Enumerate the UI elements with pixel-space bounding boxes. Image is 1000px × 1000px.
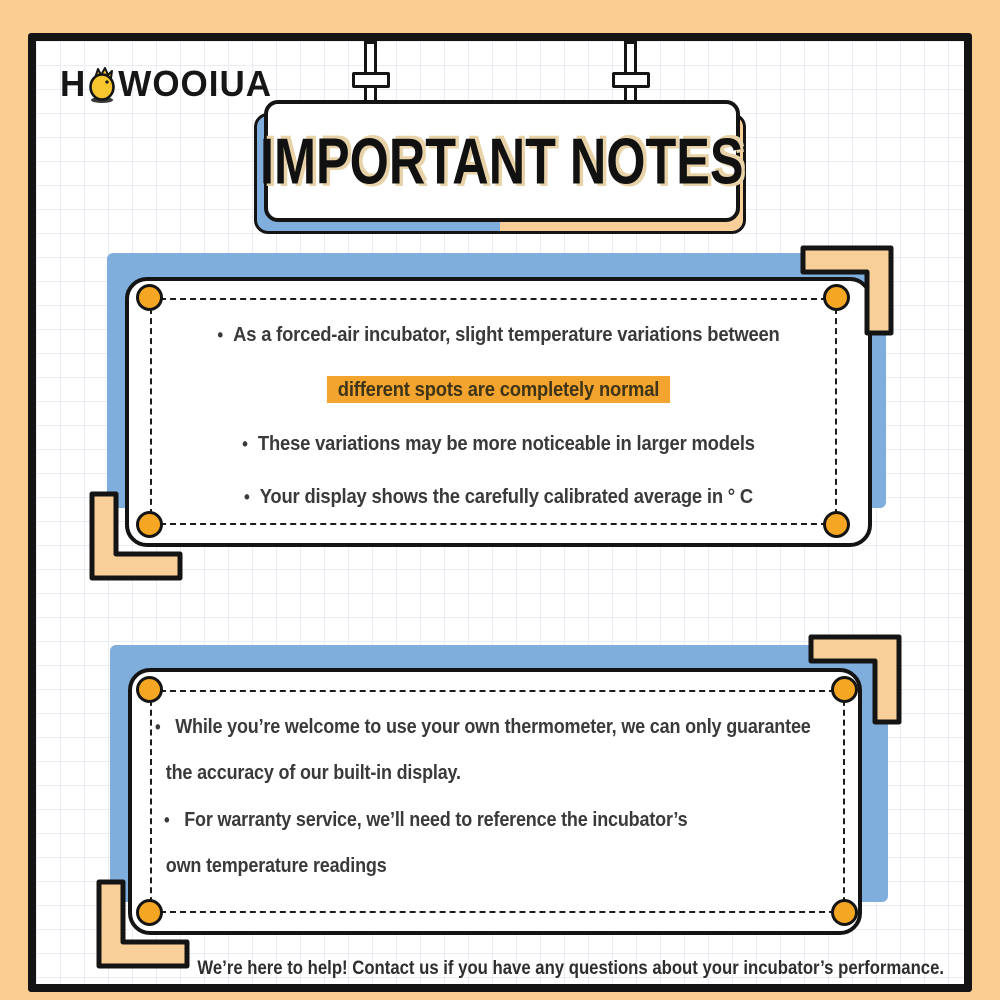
bullet-dot: •: [243, 487, 250, 507]
note1-text-1: As a forced-air incubator, slight temperature variations between: [233, 324, 780, 346]
note2-text-2: the accuracy of our built-in display.: [165, 762, 461, 784]
sign-clamp-right: [612, 72, 650, 88]
note1-line-2: [155, 376, 842, 403]
brand-name-prefix: H: [60, 64, 87, 105]
corner-bracket-bottom-left: [87, 489, 185, 588]
note2-text-4: own temperature readings: [165, 855, 387, 877]
brand-name-suffix: WOOIUA: [118, 64, 273, 105]
note2-line-4: [128, 853, 789, 880]
note2-text-1: While you’re welcome to use your own thermometer, we can only guarantee: [175, 716, 811, 738]
note2-line-2: [128, 760, 789, 787]
pin-circle: [136, 284, 163, 311]
bullet-dot: •: [155, 717, 161, 737]
note1-text-3: These variations may be more noticeable in larger models: [257, 433, 755, 455]
note1-text-4: Your display shows the carefully calibrated average in ° C: [259, 486, 754, 508]
note2-line-1: [128, 714, 811, 741]
note2-text-3: For warranty service, we’ll need to reference the incubator’s: [184, 809, 688, 831]
chick-icon: [85, 66, 119, 104]
pin-circle: [831, 899, 858, 926]
bullet-dot: •: [164, 810, 170, 830]
bullet-dot: •: [217, 325, 223, 345]
note1-line-1: [155, 322, 842, 349]
pin-circle: [823, 511, 850, 538]
corner-bracket-top-right: [798, 243, 896, 343]
note1-highlighted-text: different spots are completely normal: [327, 376, 670, 403]
pin-circle: [136, 676, 163, 703]
footer-help-text: We’re here to help! Contact us if you have any questions about your incubator’s performance.: [197, 958, 945, 979]
note1-line-3: [155, 431, 842, 458]
corner-bracket-bottom-left: [94, 877, 192, 976]
bullet-dot: •: [242, 434, 248, 454]
sign-clamp-left: [352, 72, 390, 88]
page-title: IMPORTANT NOTES: [260, 124, 744, 198]
note1-line-4: [155, 484, 842, 511]
brand-logo: [60, 64, 272, 106]
title-sign: [260, 100, 744, 222]
corner-bracket-top-right: [806, 632, 904, 732]
note2-line-3: [128, 807, 789, 834]
